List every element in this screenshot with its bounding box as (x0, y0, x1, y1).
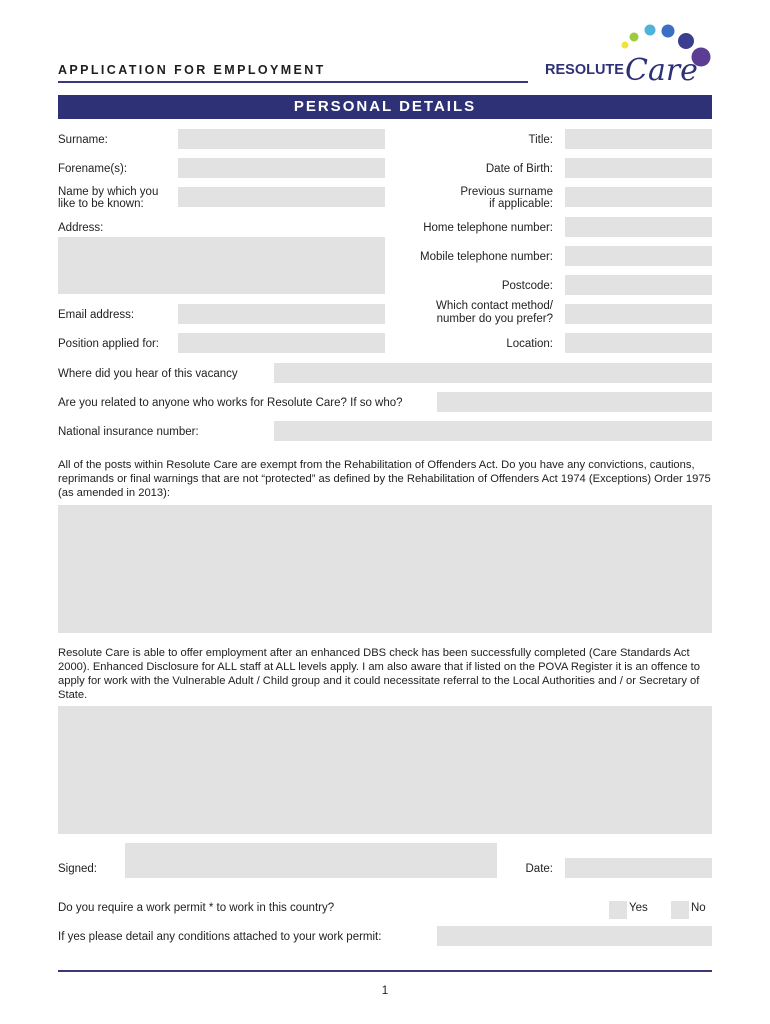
email-input[interactable] (178, 304, 385, 324)
convictions-textarea[interactable] (58, 505, 712, 633)
forenames-label: Forename(s): (58, 163, 128, 175)
surname-label: Surname: (58, 134, 108, 146)
date-input[interactable] (565, 858, 712, 878)
section-title: PERSONAL DETAILS (293, 98, 477, 115)
page-number: 1 (381, 985, 389, 997)
prev-surname-input[interactable] (565, 187, 712, 207)
dbs-textarea[interactable] (58, 706, 712, 834)
rehabilitation-statement: All of the posts within Resolute Care are exempt from the Rehabilitation of Offenders Act. Do you have any convictions, cautions, reprimands or final warnings that are not “protected” as defined by the Rehabilitation of Offenders Act 1974 (Exceptions) Order 1975 (as amended in 2013): (58, 459, 711, 499)
dob-input[interactable] (565, 158, 712, 178)
work-permit-yes-label: Yes (629, 902, 648, 914)
document-title: APPLICATION FOR EMPLOYMENT (58, 63, 326, 77)
home-tel-input[interactable] (565, 217, 712, 237)
title-label: Title: (528, 134, 553, 146)
postcode-input[interactable] (565, 275, 712, 295)
vacancy-source-label: Where did you hear of this vacancy (58, 368, 238, 380)
email-label: Email address: (58, 309, 135, 321)
section-banner (58, 95, 712, 119)
title-input[interactable] (565, 129, 712, 149)
signed-label: Signed: (58, 863, 98, 875)
prev-surname-label-line1: Previous surname (460, 186, 553, 198)
ni-number-label: National insurance number: (58, 426, 199, 438)
location-label: Location: (506, 338, 553, 350)
address-label: Address: (58, 222, 104, 234)
related-input[interactable] (437, 392, 712, 412)
forenames-input[interactable] (178, 158, 385, 178)
position-label: Position applied for: (58, 338, 160, 350)
contact-method-label-line2: number do you prefer? (436, 313, 553, 325)
work-permit-yes-checkbox[interactable] (609, 901, 627, 919)
contact-method-label-line1: Which contact method/ (436, 300, 553, 312)
known-as-label-line2: like to be known: (58, 198, 144, 210)
location-input[interactable] (565, 333, 712, 353)
surname-input[interactable] (178, 129, 385, 149)
logo-script: Care (625, 53, 698, 88)
address-textarea[interactable] (58, 237, 385, 294)
work-permit-conditions-input[interactable] (437, 926, 712, 946)
dbs-statement: Resolute Care is able to offer employment after an enhanced DBS check has been successfully completed (Care Standards Act 2000). Enhanced Disclosure for ALL staff at ALL levels apply. I am also aware that if listed on the POVA Register it is an offence to apply for work with the Vulnerable Adult / Child group and it could necessitate referral to the Local Authorities and / or Secretary of State. (58, 647, 700, 701)
related-label: Are you related to anyone who works for Resolute Care? If so who? (58, 397, 403, 409)
footer-rule (58, 970, 712, 972)
work-permit-no-label: No (691, 902, 706, 914)
work-permit-question: Do you require a work permit * to work in this country? (58, 902, 335, 914)
prev-surname-label-line2: if applicable: (489, 198, 553, 210)
mobile-tel-input[interactable] (565, 246, 712, 266)
home-tel-label: Home telephone number: (423, 222, 553, 234)
contact-method-input[interactable] (565, 304, 712, 324)
dob-label: Date of Birth: (485, 163, 553, 175)
vacancy-source-input[interactable] (274, 363, 712, 383)
date-label: Date: (525, 863, 553, 875)
ni-number-input[interactable] (274, 421, 712, 441)
position-input[interactable] (178, 333, 385, 353)
work-permit-conditions-label: If yes please detail any conditions attached to your work permit: (58, 931, 382, 943)
mobile-tel-label: Mobile telephone number: (420, 251, 553, 263)
logo-word: RESOLUTE (545, 62, 624, 78)
logo-graphic (540, 22, 715, 92)
company-logo (540, 22, 715, 92)
signature-input[interactable] (125, 843, 497, 878)
known-as-label-line1: Name by which you (58, 186, 159, 198)
postcode-label: Postcode: (501, 280, 553, 292)
known-as-input[interactable] (178, 187, 385, 207)
title-underline (58, 81, 528, 83)
work-permit-no-checkbox[interactable] (671, 901, 689, 919)
